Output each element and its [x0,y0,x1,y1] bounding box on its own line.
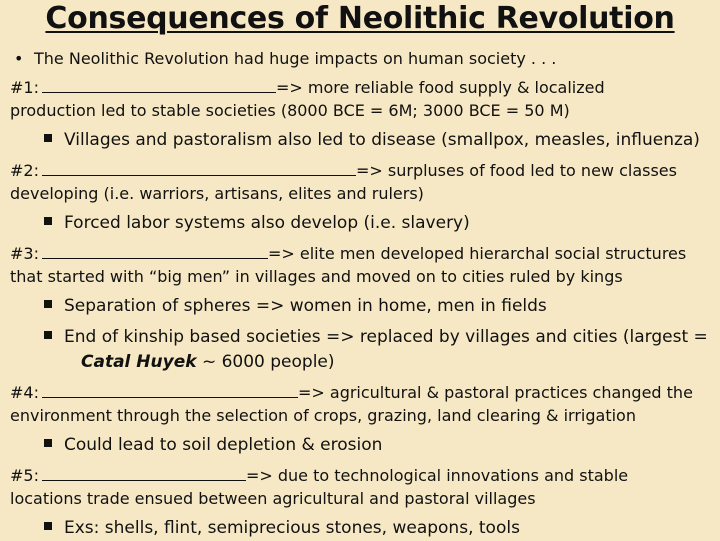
square-bullet-icon [44,134,52,142]
item-3-blank [42,243,268,259]
item-2-line2: developing (i.e. warriors, artisans, elites and rulers) [10,184,424,203]
sub-text: Forced labor systems also develop (i.e. slavery) [64,213,470,233]
intro-text: The Neolithic Revolution had huge impacts on human society . . . [34,49,557,68]
item-1-sub-1 [44,128,700,153]
item-1-line2: production led to stable societies (8000 BCE = 6M; 3000 BCE = 50 M) [10,101,570,120]
item-3-label: #3: [10,244,39,263]
item-3-sub-2-continuation [81,350,335,375]
sub-text: End of kinship based societies => replaced by villages and cities (largest = [64,327,708,347]
item-5-line2: locations trade ensued between agricultural and pastoral villages [10,489,536,508]
square-bullet-icon [44,300,52,308]
item-3-sub-1 [44,294,547,319]
item-5-line1 [10,464,628,487]
sub-text: Exs: shells, flint, semiprecious stones, weapons, tools [64,518,520,538]
item-1-rest: => more reliable food supply & localized [275,78,605,97]
item-2-label: #2: [10,161,39,180]
item-3-line1 [10,242,686,265]
item-5-rest: => due to technological innovations and stable [245,466,629,485]
square-bullet-icon [44,522,52,530]
item-5-label: #5: [10,466,39,485]
item-1-blank [42,77,276,93]
intro-bullet [14,47,556,70]
item-1-label: #1: [10,78,39,97]
item-4-sub-1 [44,433,382,458]
item-4-label: #4: [10,383,39,402]
slide-title: Consequences of Neolithic Revolution [45,1,675,36]
item-4-blank [42,382,298,398]
item-2-line1 [10,159,677,182]
sub-text: Separation of spheres => women in home, men in fields [64,296,547,316]
item-5-sub-1 [44,516,520,541]
item-1-line1 [10,76,605,99]
item-5-blank [42,465,246,481]
item-4-line2: environment through the selection of crops, grazing, land clearing & irrigation [10,406,636,425]
item-2-rest: => surpluses of food led to new classes [355,161,677,180]
sub-text: Villages and pastoralism also led to disease (smallpox, measles, influenza) [64,130,700,150]
bullet-dot-icon: • [14,49,24,68]
item-3-sub-2 [44,325,708,350]
item-3-rest: => elite men developed hierarchal social structures [267,244,687,263]
item-4-line1 [10,381,693,404]
item-2-sub-1 [44,211,470,236]
square-bullet-icon [44,331,52,339]
sub-text: Could lead to soil depletion & erosion [64,435,383,455]
item-2-blank [42,160,356,176]
item-4-rest: => agricultural & pastoral practices changed the [297,383,693,402]
catal-huyek-text: Catal Huyek [81,352,197,372]
sub-cont-rest: ~ 6000 people) [196,352,335,372]
square-bullet-icon [44,217,52,225]
square-bullet-icon [44,439,52,447]
item-3-line2: that started with “big men” in villages and moved on to cities ruled by kings [10,267,623,286]
